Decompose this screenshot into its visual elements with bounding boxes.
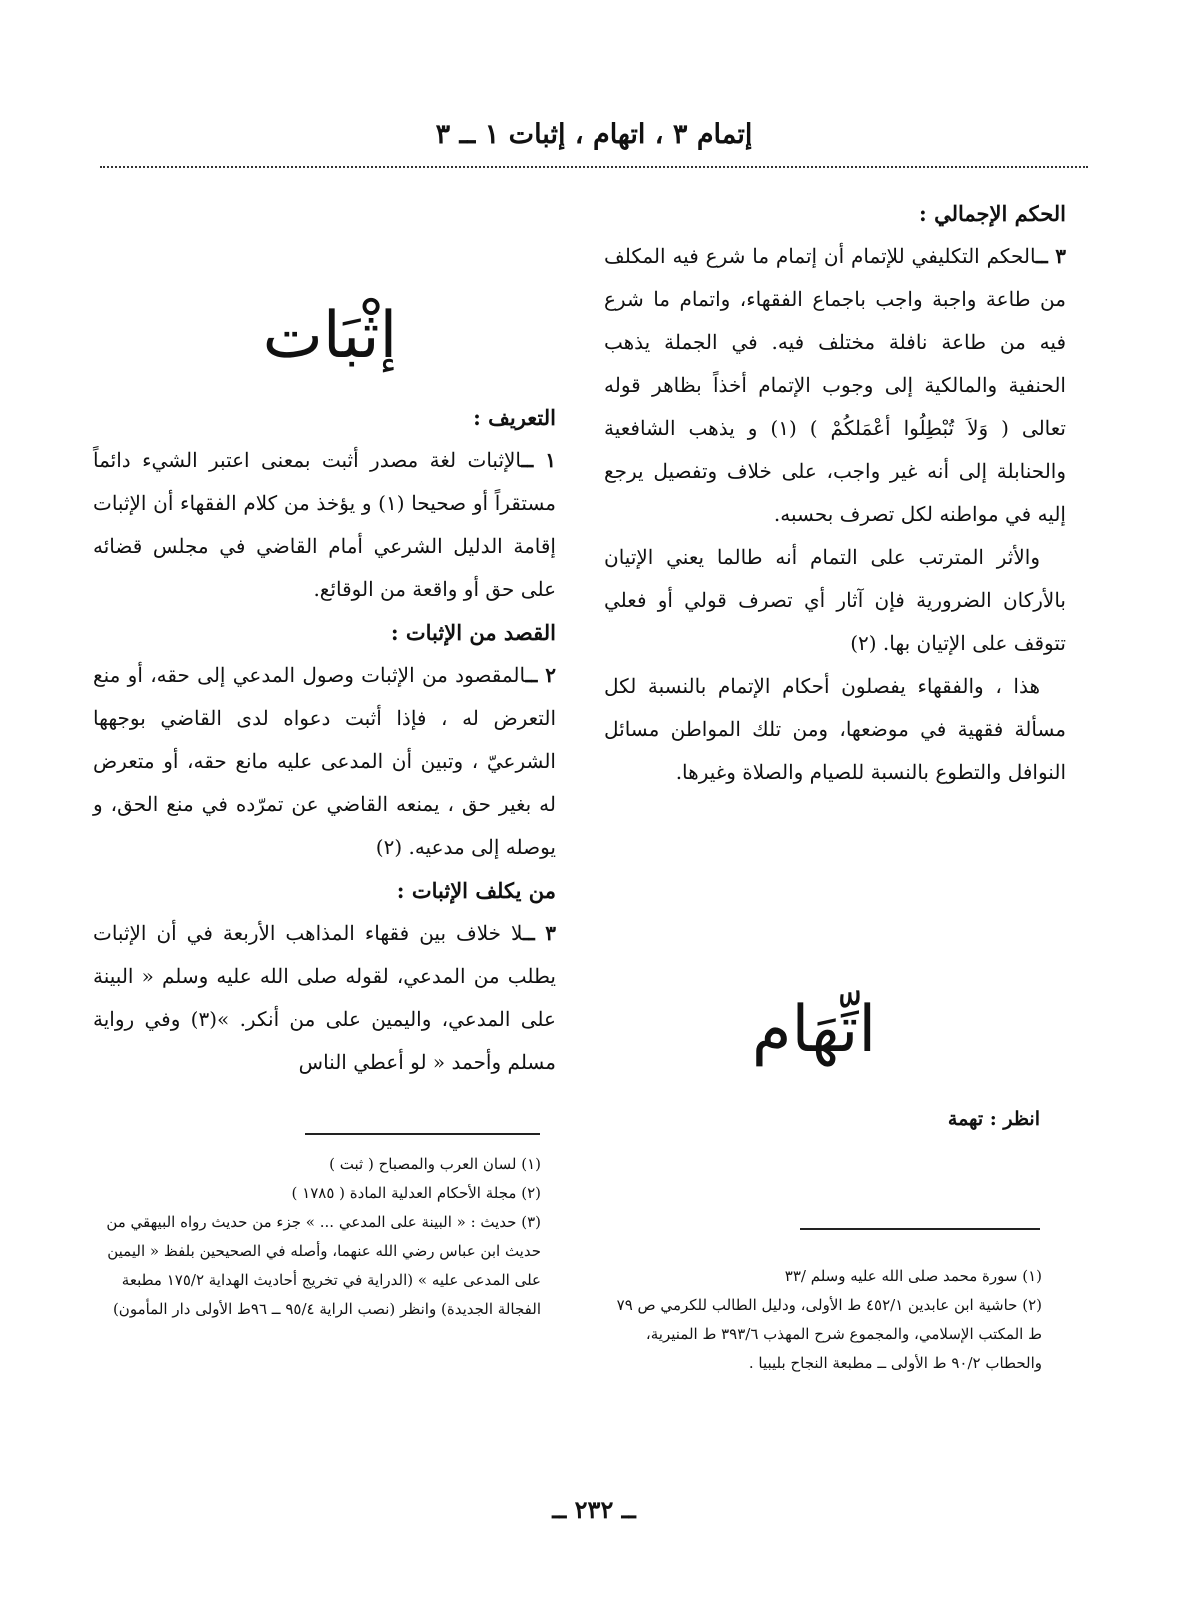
- footnote-item: (٣) حديث : « البينة على المدعي ... » جزء من حديث رواه البيهقي من حديث ابن عباس رضي الله عنهما، وأصله في الصحيحين بلفظ « اليمين على المدعى عليه » (الدراية في تخريج أحاديث الهداية ١٧٥/٢ مطبعة الفجالة الجديدة) وانظر (نصب الراية ٩٥/٤ ــ ٩٦ط الأولى دار المأمون): [106, 1213, 541, 1318]
- paragraph-1: [93, 439, 556, 611]
- see-also-reference: انظر : تهمة: [947, 1108, 1040, 1130]
- footnote-item: (١) سورة محمد صلى الله عليه وسلم /٣٣: [784, 1267, 1042, 1285]
- paragraph-details: هذا ، والفقهاء يفصلون أحكام الإتمام بالنسبة لكل مسألة فقهية في موضعها، ومن تلك المواطن مسائل النوافل والتطوع بالنسبة للصيام والصلاة وغيرها.: [604, 674, 1066, 784]
- paragraph-text: المقصود من الإثبات وصول المدعي إلى حقه، أو منع التعرض له ، فإذا أثبت دعواه لدى القاضي بوجهها الشرعيّ ، وتبين أن المدعى عليه مانع حقه، أو متعرض له بغير حق ، يمنعه القاضي عن تمرّده في منع الحق، و يوصله إلى مدعيه. (٢): [93, 663, 556, 859]
- paragraph-3: [604, 235, 1066, 536]
- footnote-divider-right: [800, 1228, 1040, 1230]
- paragraph-text: الإثبات لغة مصدر أثبت بمعنى اعتبر الشيء دائماً مستقراً أو صحيحا (١) و يؤخذ من كلام الفقهاء أن الإثبات إقامة الدليل الشرعي أمام القاضي في مجلس قضائه على حق أو واقعة من الوقائع.: [93, 448, 556, 601]
- running-header: إتمام ٣ ، اتهام ، إثبات ١ ــ ٣: [435, 119, 753, 150]
- section-heading-definition: التعريف :: [473, 405, 556, 430]
- section-heading-general-ruling: الحكم الإجمالي :: [919, 201, 1066, 226]
- paragraph-number: ٣ ــ: [522, 921, 557, 945]
- footnote-item: (١) لسان العرب والمصباح ( ثبت ): [329, 1155, 541, 1173]
- paragraph-number: ١ ــ: [521, 448, 556, 472]
- left-column: [93, 396, 556, 1084]
- paragraph-3: [93, 912, 556, 1084]
- footnotes-left: [93, 1150, 541, 1324]
- footnote-divider-left: [305, 1133, 540, 1135]
- footnote-item: (٢) حاشية ابن عابدين ٤٥٢/١ ط الأولى، ودليل الطالب للكرمي ص ٧٩ ط المكتب الإسلامي، والمجموع شرح المهذب ٣٩٣/٦ ط المنيرية، والحطاب ٩٠/٢ ط الأولى ــ مطبعة النجاح بليبيا .: [616, 1296, 1042, 1372]
- section-heading-purpose: القصد من الإثبات :: [390, 620, 556, 645]
- entry-title-ithbat: إثْبَات: [262, 299, 398, 373]
- paragraph-2: [93, 654, 556, 869]
- paragraph-number: ٣ ــ: [1036, 244, 1066, 268]
- paragraph-number: ٢ ــ: [525, 663, 556, 687]
- section-heading-burden: من يكلف الإثبات :: [396, 878, 556, 903]
- entry-title-ittiham: اتِّهَام: [751, 993, 877, 1067]
- page-number: ــ ٢٣٢ ــ: [552, 1495, 636, 1524]
- footnote-item: (٢) مجلة الأحكام العدلية المادة ( ١٧٨٥ ): [291, 1184, 541, 1202]
- paragraph-effect: والأثر المترتب على التمام أنه طالما يعني الإتيان بالأركان الضرورية فإن آثار أي تصرف قولي أو فعلي تتوقف على الإتيان بها. (٢): [604, 545, 1066, 655]
- right-column: [604, 192, 1066, 794]
- paragraph-text: لا خلاف بين فقهاء المذاهب الأربعة في أن الإثبات يطلب من المدعي، لقوله صلى الله عليه وسلم « البينة على المدعي، واليمين على من أنكر. »(٣) وفي رواية مسلم وأحمد « لو أعطي الناس: [93, 921, 556, 1074]
- header-dotted-rule: [100, 166, 1088, 168]
- paragraph-text: الحكم التكليفي للإتمام أن إتمام ما شرع فيه المكلف من طاعة واجبة واجب باجماع الفقهاء، واتمام ما شرع فيه من طاعة نافلة مختلف فيه. في الجملة يذهب الحنفية والمالكية إلى وجوب الإتمام أخذاً بظاهر قوله تعالى ( وَلاَ تُبْطِلُوا أعْمَلكُمْ ) (١) و يذهب الشافعية والحنابلة إلى أنه غير واجب، على خلاف وتفصيل يرجع إليه في مواطنه لكل تصرف بحسبه.: [604, 244, 1066, 526]
- footnotes-right: [604, 1262, 1042, 1378]
